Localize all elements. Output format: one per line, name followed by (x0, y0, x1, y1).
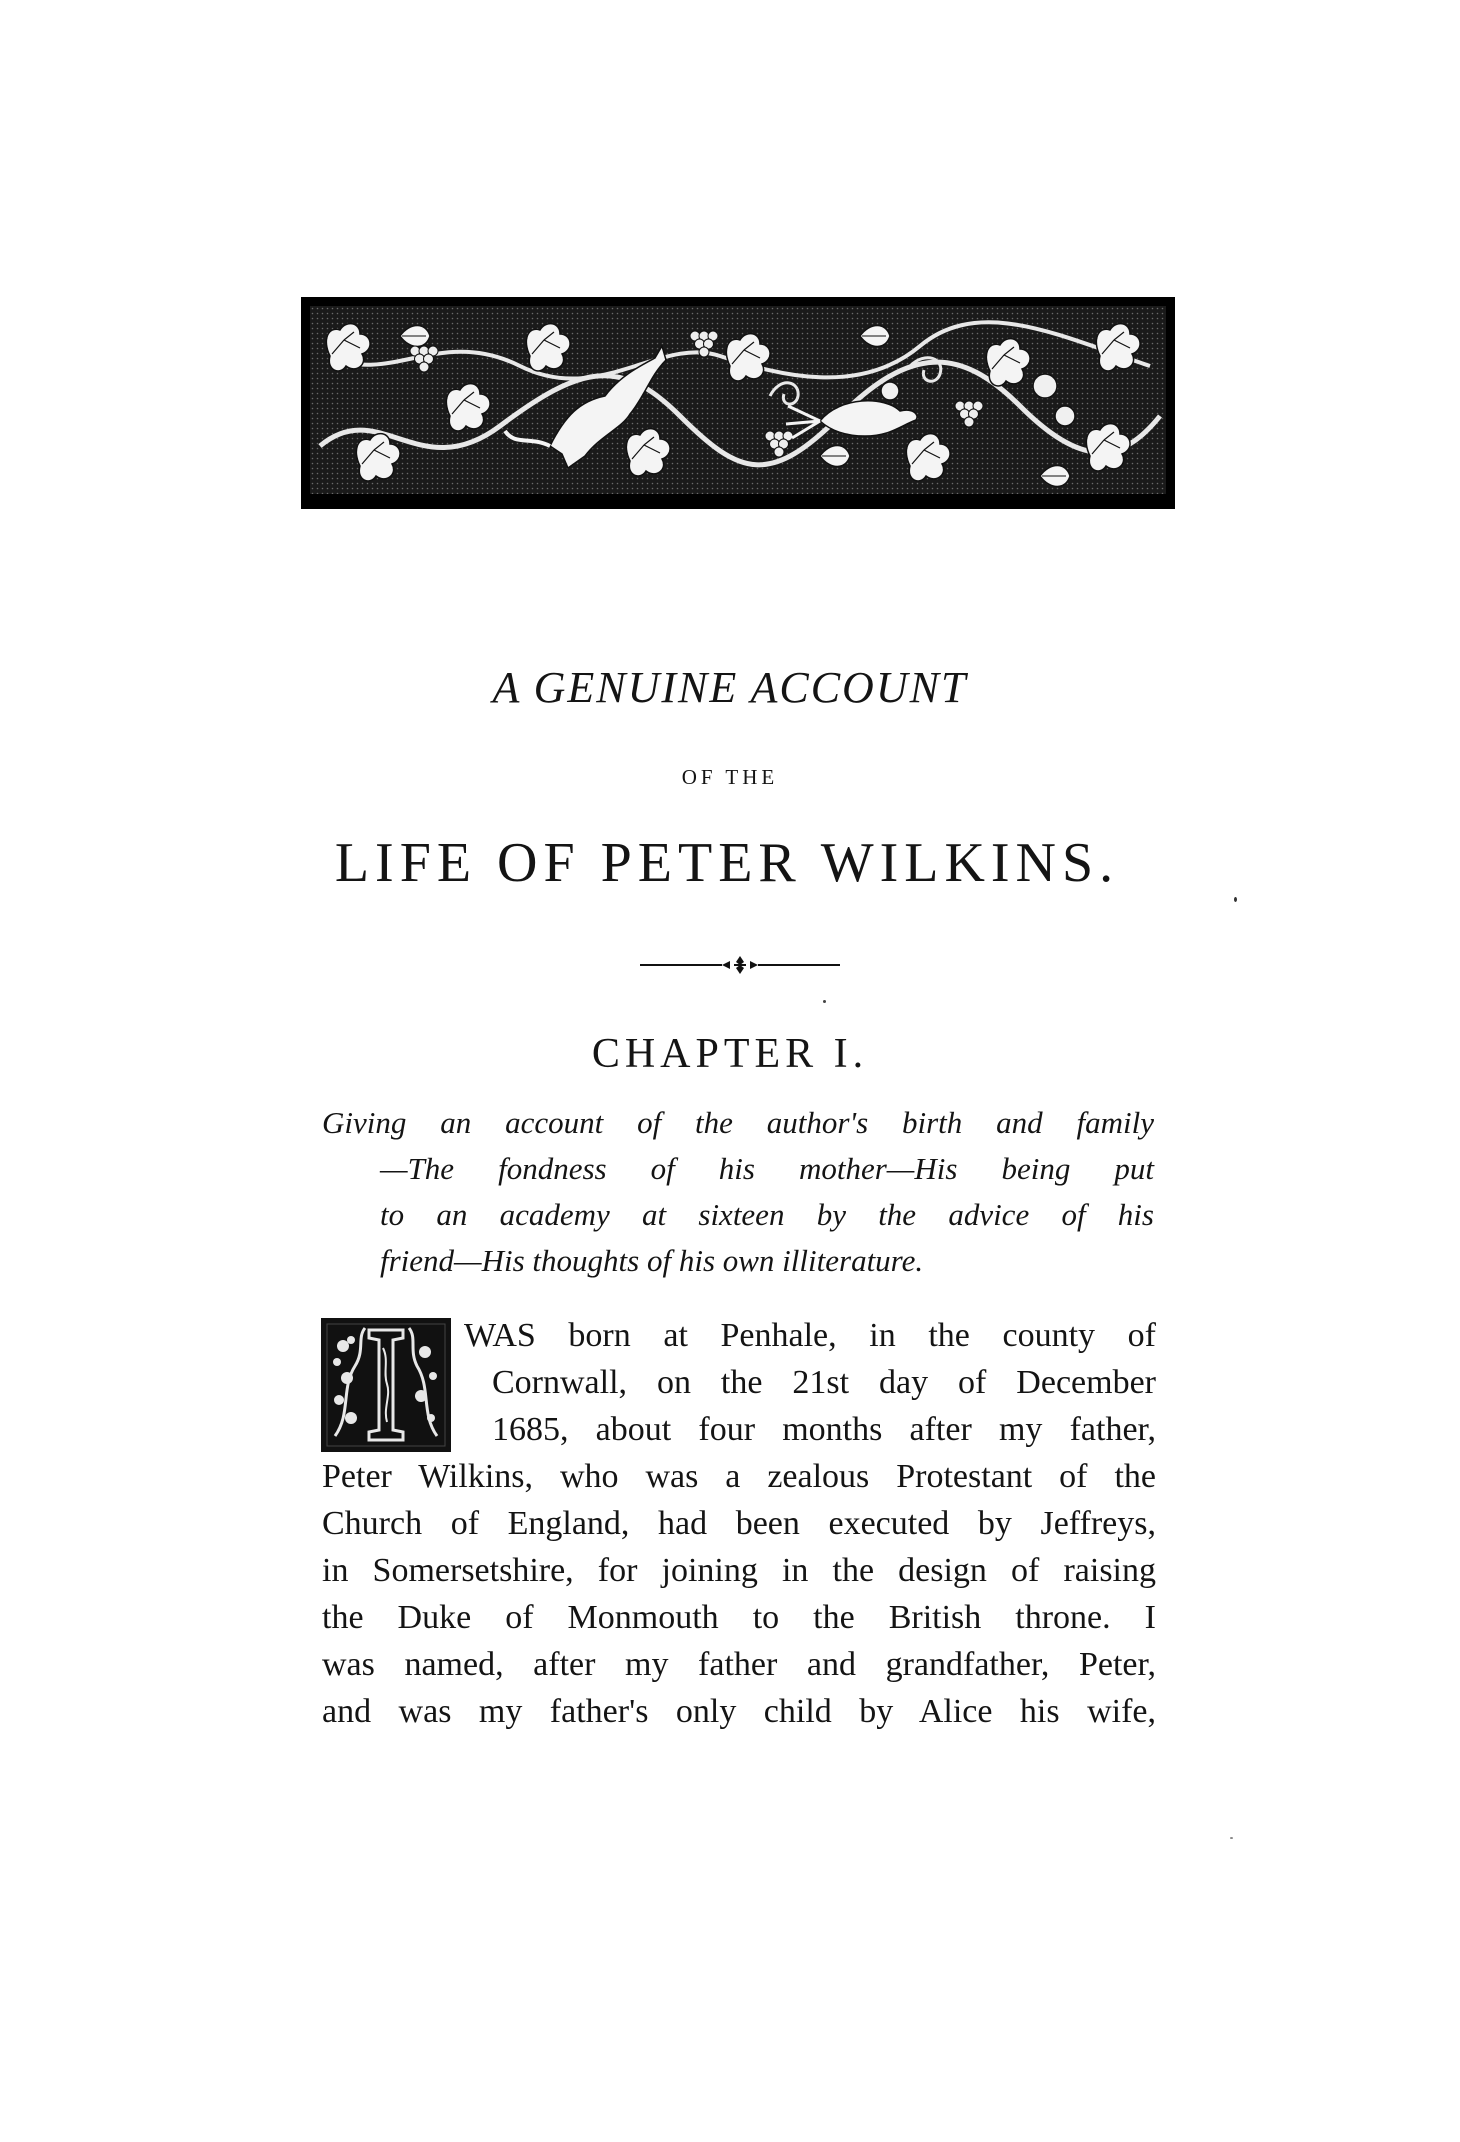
synopsis-line: —The fondness of his mother—His being put (380, 1151, 1154, 1186)
body-line: Church of England, had been executed by Jeffreys, (322, 1505, 1156, 1542)
ornamental-rule-icon (640, 952, 840, 978)
print-speck (1230, 1837, 1233, 1839)
chapter-synopsis (322, 1100, 1154, 1284)
body-line: was named, after my father and grandfather, Peter, (322, 1646, 1156, 1683)
print-speck (823, 1000, 826, 1003)
body-line: the Duke of Monmouth to the British throne. I (322, 1599, 1156, 1636)
body-line: Cornwall, on the 21st day of December (492, 1364, 1156, 1401)
book-heading-account: A GENUINE ACCOUNT (492, 663, 968, 712)
floral-headpiece-icon (300, 296, 1176, 510)
chapter-heading: CHAPTER I. (591, 1031, 869, 1077)
body-line: Peter Wilkins, who was a zealous Protestant of the (322, 1458, 1156, 1495)
chapter-body-text (322, 1312, 1156, 1735)
book-title: LIFE OF PETER WILKINS. (334, 832, 1120, 894)
synopsis-line: friend—His thoughts of his own illiterature. (380, 1243, 924, 1278)
synopsis-line: Giving an account of the author's birth and family (322, 1105, 1154, 1140)
body-line: WAS born at Penhale, in the county of (464, 1317, 1156, 1354)
synopsis-line: to an academy at sixteen by the advice of his (380, 1197, 1154, 1232)
body-line: in Somersetshire, for joining in the design of raising (322, 1552, 1156, 1589)
book-heading-of-the: OF THE (681, 765, 779, 789)
print-speck (1234, 897, 1237, 902)
body-line: and was my father's only child by Alice his wife, (322, 1693, 1156, 1730)
body-line: 1685, about four months after my father, (492, 1411, 1156, 1448)
